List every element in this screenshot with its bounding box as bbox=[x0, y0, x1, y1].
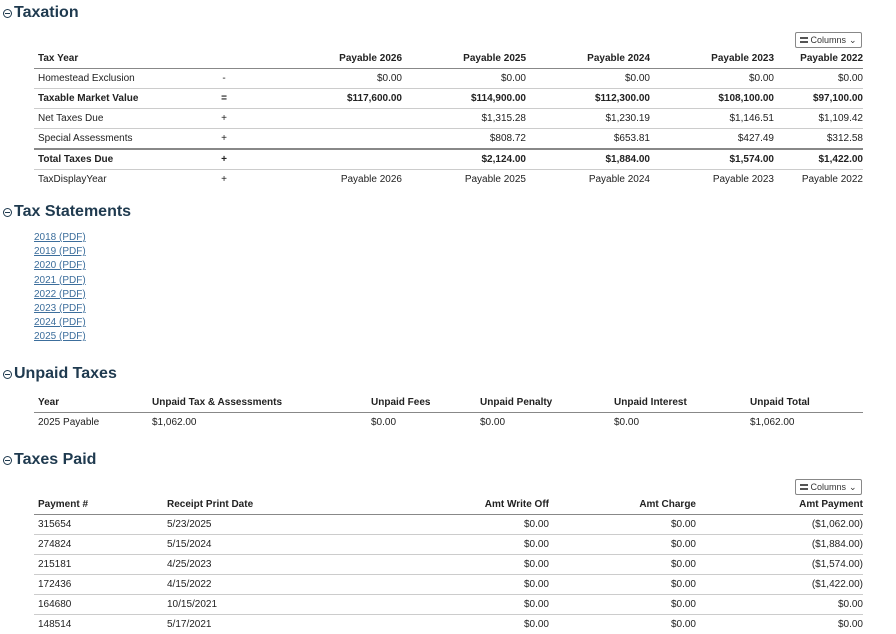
statement-link-2021[interactable]: 2021 (PDF) bbox=[34, 274, 86, 288]
collapse-icon[interactable] bbox=[3, 370, 12, 379]
cell: 215181 bbox=[34, 555, 167, 575]
cell: $0.00 bbox=[347, 555, 549, 575]
column-header[interactable]: Payable 2022 bbox=[774, 49, 863, 69]
cell: 5/23/2025 bbox=[167, 515, 347, 535]
tax-statements-section-header[interactable] bbox=[3, 203, 131, 221]
cell: $0.00 bbox=[614, 413, 750, 433]
unpaid-taxes-table bbox=[34, 393, 863, 432]
operator: - bbox=[194, 69, 254, 89]
cell: $653.81 bbox=[526, 129, 650, 150]
cell: 4/25/2023 bbox=[167, 555, 347, 575]
taxes-paid-table bbox=[34, 495, 863, 634]
columns-label: Columns bbox=[810, 35, 846, 45]
table-row bbox=[34, 413, 863, 433]
table-row bbox=[34, 535, 863, 555]
cell: ($1,884.00) bbox=[696, 535, 863, 555]
row-label: Special Assessments bbox=[34, 129, 194, 150]
cell bbox=[254, 109, 402, 129]
collapse-icon[interactable] bbox=[3, 456, 12, 465]
cell: $0.00 bbox=[480, 413, 614, 433]
chevron-down-icon: ⌄ bbox=[849, 482, 857, 493]
cell: $0.00 bbox=[549, 515, 696, 535]
column-header[interactable]: Tax Year bbox=[34, 49, 194, 69]
tax-statements-title: Tax Statements bbox=[14, 203, 131, 221]
cell: 315654 bbox=[34, 515, 167, 535]
cell: $0.00 bbox=[549, 535, 696, 555]
row-label: Taxable Market Value bbox=[34, 89, 194, 109]
table-row bbox=[34, 615, 863, 634]
operator: + bbox=[194, 149, 254, 170]
cell: 5/17/2021 bbox=[167, 615, 347, 634]
table-row bbox=[34, 170, 863, 190]
column-header: Unpaid Tax & Assessments bbox=[152, 393, 371, 413]
row-label: Net Taxes Due bbox=[34, 109, 194, 129]
cell: $0.00 bbox=[402, 69, 526, 89]
cell: 2025 Payable bbox=[34, 413, 152, 433]
taxes-paid-title: Taxes Paid bbox=[14, 451, 96, 469]
cell: $1,422.00 bbox=[774, 149, 863, 170]
taxation-section-header[interactable] bbox=[3, 4, 79, 22]
statement-link-2024[interactable]: 2024 (PDF) bbox=[34, 316, 86, 330]
chevron-down-icon: ⌄ bbox=[849, 35, 857, 46]
table-row bbox=[34, 555, 863, 575]
table-row bbox=[34, 515, 863, 535]
row-label: Homestead Exclusion bbox=[34, 69, 194, 89]
cell: $0.00 bbox=[650, 69, 774, 89]
cell: $1,230.19 bbox=[526, 109, 650, 129]
table-row bbox=[34, 595, 863, 615]
table-header-row bbox=[34, 49, 863, 69]
statement-link-2018[interactable]: 2018 (PDF) bbox=[34, 231, 86, 245]
cell: $2,124.00 bbox=[402, 149, 526, 170]
cell: $1,884.00 bbox=[526, 149, 650, 170]
column-header[interactable]: Payable 2026 bbox=[254, 49, 402, 69]
column-header bbox=[194, 49, 254, 69]
column-header: Unpaid Penalty bbox=[480, 393, 614, 413]
cell: $0.00 bbox=[347, 535, 549, 555]
cell: 5/15/2024 bbox=[167, 535, 347, 555]
column-header[interactable]: Payable 2023 bbox=[650, 49, 774, 69]
cell: $1,109.42 bbox=[774, 109, 863, 129]
taxation-columns-button[interactable] bbox=[795, 32, 862, 48]
column-header[interactable]: Amt Write Off bbox=[347, 495, 549, 515]
cell: 274824 bbox=[34, 535, 167, 555]
taxation-title: Taxation bbox=[14, 4, 79, 22]
statement-link-2025[interactable]: 2025 (PDF) bbox=[34, 330, 86, 344]
table-row bbox=[34, 129, 863, 150]
cell: $0.00 bbox=[549, 615, 696, 634]
statement-link-2023[interactable]: 2023 (PDF) bbox=[34, 302, 86, 316]
cell: 10/15/2021 bbox=[167, 595, 347, 615]
cell: $0.00 bbox=[549, 595, 696, 615]
table-row bbox=[34, 109, 863, 129]
cell: Payable 2026 bbox=[254, 170, 402, 190]
operator: + bbox=[194, 129, 254, 150]
table-row bbox=[34, 69, 863, 89]
unpaid-taxes-title: Unpaid Taxes bbox=[14, 365, 117, 383]
collapse-icon[interactable] bbox=[3, 9, 12, 18]
cell: $0.00 bbox=[347, 595, 549, 615]
cell: ($1,062.00) bbox=[696, 515, 863, 535]
column-header: Year bbox=[34, 393, 152, 413]
cell: 4/15/2022 bbox=[167, 575, 347, 595]
table-row bbox=[34, 575, 863, 595]
statement-link-2019[interactable]: 2019 (PDF) bbox=[34, 245, 86, 259]
cell: ($1,574.00) bbox=[696, 555, 863, 575]
cell: $0.00 bbox=[549, 575, 696, 595]
cell: 164680 bbox=[34, 595, 167, 615]
table-header-row bbox=[34, 495, 863, 515]
cell: 148514 bbox=[34, 615, 167, 634]
column-header[interactable]: Receipt Print Date bbox=[167, 495, 347, 515]
column-header[interactable]: Amt Payment bbox=[696, 495, 863, 515]
statement-link-list bbox=[34, 231, 86, 345]
cell: Payable 2025 bbox=[402, 170, 526, 190]
cell bbox=[254, 129, 402, 150]
cell: $1,062.00 bbox=[750, 413, 863, 433]
column-header[interactable]: Payable 2025 bbox=[402, 49, 526, 69]
cell: $0.00 bbox=[696, 595, 863, 615]
cell: $0.00 bbox=[347, 615, 549, 634]
column-header: Unpaid Fees bbox=[371, 393, 480, 413]
cell: $1,146.51 bbox=[650, 109, 774, 129]
taxes-paid-section-header[interactable] bbox=[3, 451, 96, 469]
cell: $1,315.28 bbox=[402, 109, 526, 129]
cell: $0.00 bbox=[526, 69, 650, 89]
table-header-row bbox=[34, 393, 863, 413]
column-header[interactable]: Payable 2024 bbox=[526, 49, 650, 69]
operator: + bbox=[194, 170, 254, 190]
operator: = bbox=[194, 89, 254, 109]
cell: $427.49 bbox=[650, 129, 774, 150]
row-label: TaxDisplayYear bbox=[34, 170, 194, 190]
cell: $0.00 bbox=[254, 69, 402, 89]
cell: Payable 2022 bbox=[774, 170, 863, 190]
taxation-table bbox=[34, 49, 863, 189]
statement-link-2020[interactable]: 2020 (PDF) bbox=[34, 259, 86, 273]
list-icon bbox=[800, 484, 808, 490]
unpaid-taxes-section-header[interactable] bbox=[3, 365, 117, 383]
cell: $108,100.00 bbox=[650, 89, 774, 109]
row-label: Total Taxes Due bbox=[34, 149, 194, 170]
cell: $1,062.00 bbox=[152, 413, 371, 433]
columns-label: Columns bbox=[810, 482, 846, 492]
cell: $97,100.00 bbox=[774, 89, 863, 109]
cell: $112,300.00 bbox=[526, 89, 650, 109]
cell: $0.00 bbox=[696, 615, 863, 634]
cell: Payable 2023 bbox=[650, 170, 774, 190]
cell: ($1,422.00) bbox=[696, 575, 863, 595]
cell: Payable 2024 bbox=[526, 170, 650, 190]
taxes-paid-columns-button[interactable] bbox=[795, 479, 862, 495]
list-icon bbox=[800, 37, 808, 43]
column-header: Unpaid Total bbox=[750, 393, 863, 413]
cell: $0.00 bbox=[371, 413, 480, 433]
cell: 172436 bbox=[34, 575, 167, 595]
cell: $0.00 bbox=[347, 515, 549, 535]
operator: + bbox=[194, 109, 254, 129]
cell: $808.72 bbox=[402, 129, 526, 150]
column-header: Unpaid Interest bbox=[614, 393, 750, 413]
cell: $1,574.00 bbox=[650, 149, 774, 170]
cell: $312.58 bbox=[774, 129, 863, 150]
column-header[interactable]: Payment # bbox=[34, 495, 167, 515]
column-header[interactable]: Amt Charge bbox=[549, 495, 696, 515]
collapse-icon[interactable] bbox=[3, 208, 12, 217]
cell: $117,600.00 bbox=[254, 89, 402, 109]
cell: $0.00 bbox=[774, 69, 863, 89]
table-row bbox=[34, 89, 863, 109]
cell: $0.00 bbox=[549, 555, 696, 575]
table-row bbox=[34, 149, 863, 170]
cell: $0.00 bbox=[347, 575, 549, 595]
cell: $114,900.00 bbox=[402, 89, 526, 109]
statement-link-2022[interactable]: 2022 (PDF) bbox=[34, 288, 86, 302]
cell bbox=[254, 149, 402, 170]
